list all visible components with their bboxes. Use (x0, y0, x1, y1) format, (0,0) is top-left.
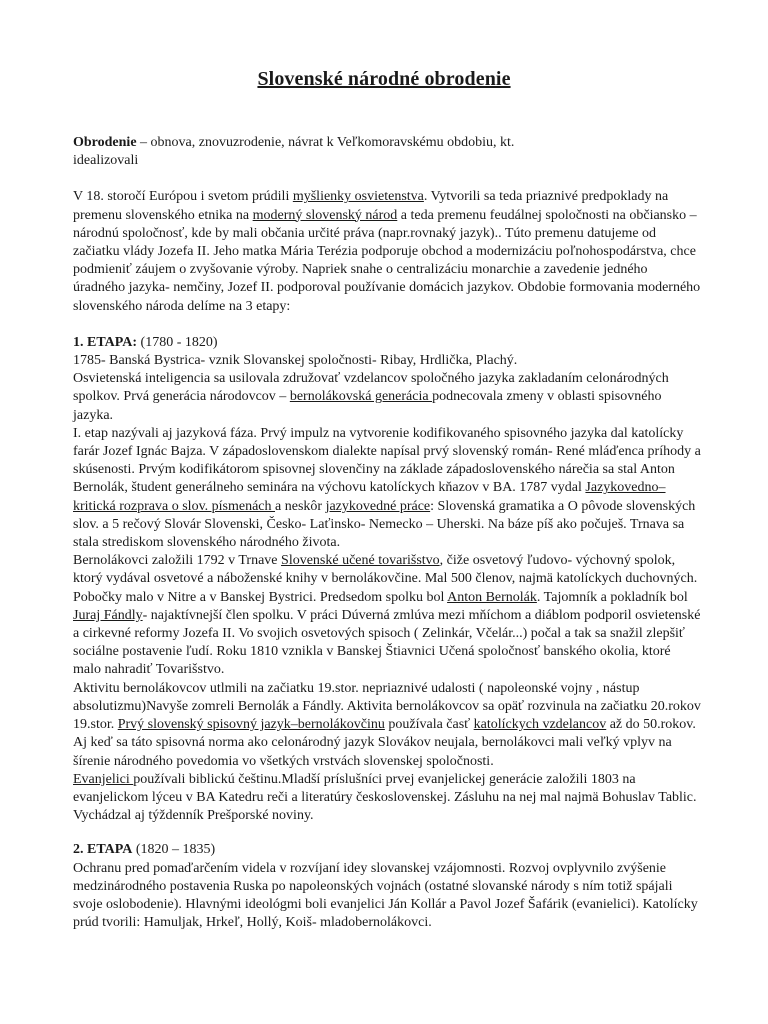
underlined-term: Jazykovedno– kritická rozprava o slov. písmenách (73, 480, 666, 514)
paragraph-enlightenment (73, 188, 701, 315)
underlined-term: Slovenské učené tovarišstvo (281, 553, 440, 569)
section-number: 2. ETAPA (73, 842, 133, 858)
text: . Vytvorili sa teda priaznivé predpoklady na premenu slovenského etnika na (73, 189, 669, 223)
text: podnecovala zmeny v oblasti spisovného jazyka. (73, 389, 662, 423)
underlined-term: moderný slovenský národ (252, 207, 398, 223)
underlined-term: Evanjelici (73, 771, 134, 787)
underlined-term: myšlienky osvietenstva (292, 189, 424, 205)
text: používali biblickú češtinu.Mladší príslušníci prvej evanjelickej generácie založili 1803 na evanjelickom lýceu v BA Katedru reči a literatúry československej. Zásluhu na nej mal najmä Bohuslav Tablic. Vychádzal aj týždenník Prešporské noviny. (73, 771, 697, 824)
text: V 18. storočí Európou i svetom prúdili (73, 189, 293, 205)
paragraph: Ochranu pred pomaďarčením videla v rozvíjaní idey slovanskej vzájomnosti. Rozvoj ovplyvnilo zvýšenie medzinárodného postavenia Ruska po napoleonských vojnách (ostatné slovanské národy s ním totiž spájali svoje oslobodenie). Hlavnými ideológmi boli evanjelici Ján Kollár a Pavol Jozef Šafárik (evanielici). Katolícky prúd tvorili: Hamuljak, Hrkeľ, Hollý, Koiš- mladobernolákovci. (73, 860, 698, 931)
paragraph (73, 425, 701, 552)
text: až do 50.rokov. Aj keď sa táto spisovná norma ako celonárodný jazyk Slovákov neujala, bernolákovci mali veľký vplyv na šírenie národného povedomia vo všetkých vrstvách slovenskej spoločnosti. (73, 717, 696, 769)
text: a teda premenu feudálnej spoločnosti na občiansko – národnú spoločnosť, kde by mali občania určité práva (napr.rovnaký jazyk).. Túto premenu datujeme od začiatku vlády Jozefa II. Jeho matka Mária Terézia podporuje obchod a modernizáciu poľnohospodárstva, chce podmieniť záujem o zvyšovanie výroby. Napriek snahe o centralizáciu monarchie a zavedenie jedného úradného jazyka- nemčiny, Jozef II. podporoval používanie domácich jazykov. Obdobie formovania moderného slovenského národa delíme na 3 etapy: (73, 207, 701, 314)
paragraph (73, 680, 701, 771)
paragraph (73, 771, 701, 826)
text: : Slovenská gramatika a O pôvode slovenských slov. a 5 rečový Slovár Slovenski, Česko- Laťinsko- Nemecko – Uherski. Na báze píš ako počuješ. Trnava sa stala strediskom slovenského národného života. (73, 498, 696, 551)
text: Osvietenská inteligencia sa usilovala združovať vzdelancov spoločného jazyka zakladaním celonárodných spolkov. Prvá generácia národovcov – (73, 371, 669, 405)
text: - najaktívnejší člen spolku. V práci Dúverná zmlúva mezi mňíchom a diáblom podporil osvietenské a cirkevné reformy Jozefa II. Vo svojich osvetových spisoch ( Zelinkár, Včelár...) počal a tak sa snažil zlepšiť sociálne postavenie ľudí. Roku 1810 vznikla v Banskej Štiavnici Učená spoločnosť banského okolia, ktoré malo nahradiť Tovarišstvo. (73, 607, 701, 678)
text: používala časť (384, 717, 474, 733)
text: . Tajomník a pokladník bol (536, 589, 688, 605)
underlined-term: jazykovedné práce (325, 498, 431, 514)
paragraph-line: 1785- Banská Bystrica- vznik Slovanskej spoločnosti- Ribay, Hrdlička, Plachý. (73, 353, 518, 369)
text: Bernolákovci založili 1792 v Trnave (73, 553, 282, 569)
intro-paragraph (73, 134, 701, 170)
underlined-term: Prvý slovenský spisovný jazyk–bernolákovčinu (117, 717, 385, 733)
text: Aktivitu bernolákovcov utlmili na začiatku 19.stor. nepriaznivé udalosti ( napoleonské vojny , nástup absolutizmu)Navyše zomreli Bernolák a Fándly. Aktivita bernolákovcov sa opäť rozvinula na začiatku 20.rokov 19.stor. (73, 680, 701, 733)
section-years: (1820 – 1835) (132, 842, 216, 858)
underlined-term: katolíckych vzdelancov (473, 717, 607, 733)
section-heading-etapa-1 (73, 334, 701, 352)
underlined-term: Juraj Fándly (73, 607, 143, 623)
intro-definition-cont: idealizovali (73, 153, 139, 169)
underlined-term: Anton Bernolák (447, 589, 537, 605)
page-title: Slovenské národné obrodenie (257, 68, 511, 90)
underlined-term: bernolákovská generácia (289, 389, 433, 405)
text: I. etap nazývali aj jazyková fáza. Prvý impulz na vytvorenie kodifikovaného spisovného jazyka dal katolícky farár Jozef Ignác Bajza. V západoslovenskom dialekte napísal prvý slovenský román- René mláďenca príhody a skúsenosti. Prvým kodifikátorom spisovnej slovenčiny na základe západoslovenského nárečia sa stal Anton Bernolák, študent generálneho seminára na výchovu katolíckych kňazov v BA. 1787 vydal (73, 425, 701, 496)
intro-term: Obrodenie (73, 135, 137, 150)
paragraph (73, 552, 701, 679)
document-body (73, 134, 701, 932)
text: a neskôr (275, 498, 326, 514)
section-years: (1780 - 1820) (137, 334, 218, 350)
section-heading-etapa-2 (73, 841, 701, 859)
intro-definition: – obnova, znovuzrodenie, návrat k Veľkomoravskému obdobiu, kt. (136, 135, 515, 150)
paragraph (73, 370, 701, 425)
section-number: 1. ETAPA: (73, 334, 138, 350)
text: , čiže osvetový ľudovo- výchovný spolok, ktorý vydával osvetové a náboženské knihy v bernolákovčine. Mal 500 členov, najmä katolíckych duchovných. Pobočky malo v Nitre a v Banskej Bystrici. Predsedom spolku bol (73, 553, 698, 605)
